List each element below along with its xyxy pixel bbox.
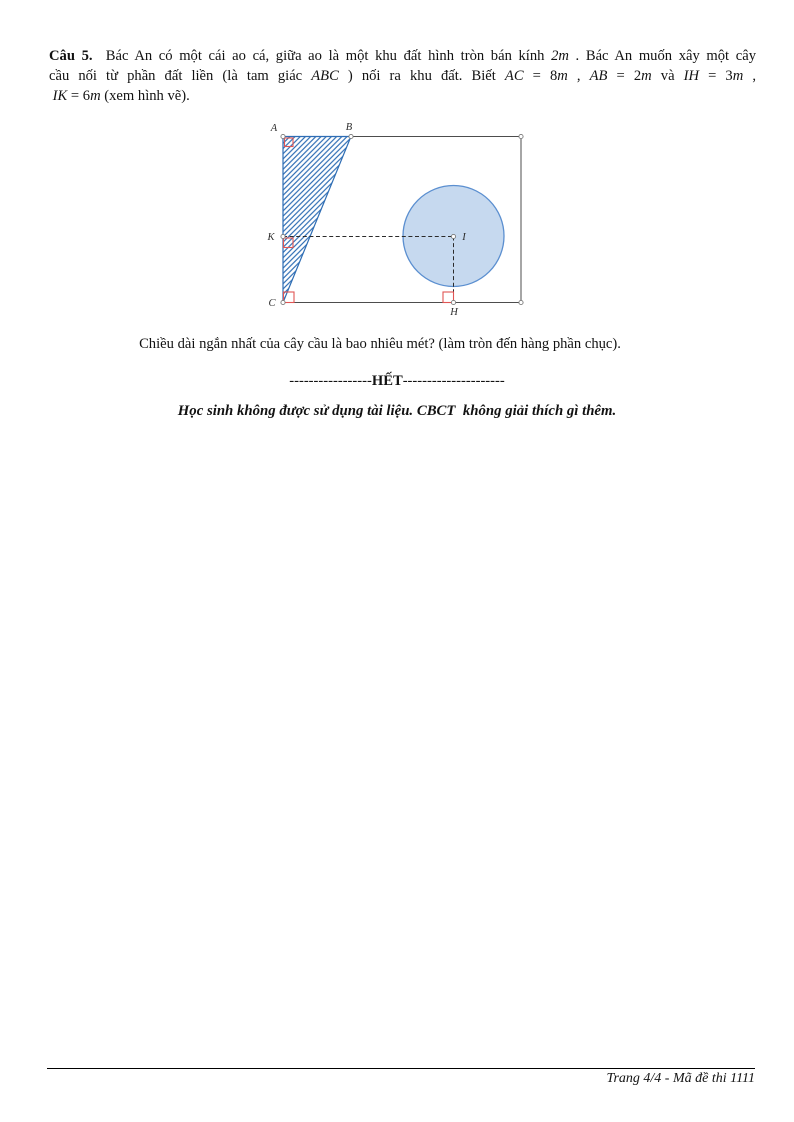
point-marker-c [281,300,285,304]
exam-rules-note: Học sinh không được sử dụng tài liệu. CBCT không giải thích gì thêm. [177,403,617,419]
point-marker-b [349,134,353,138]
geometry-figure [258,118,548,320]
triangle-abc [283,137,351,303]
end-divider [0,373,794,390]
divider-dashes-right: --------------------- [402,373,505,389]
vertex-label-a: A [270,123,278,134]
point-marker-top-right [519,134,523,138]
point-marker-bottom-right [519,300,523,304]
vertex-label-h: H [450,307,458,318]
footer-page-info: Trang 4/4 - Mã đề thi 1111 [606,1071,755,1086]
point-marker-k [281,234,285,238]
vertex-label-b: B [345,122,353,133]
question-paragraph [49,46,756,107]
het-label: HẾT [371,373,403,389]
bridge-question-line: Chiều dài ngắn nhất của cây cầu là bao nhiêu mét? (làm tròn đến hàng phần chục). [139,336,621,352]
point-marker-h [451,300,455,304]
vertex-label-c: C [268,298,276,309]
paragraph-line-2: cầu nối từ phần đất liền (là tam giác ABC ) nối ra khu đất. Biết AC = 8m , AB = 2m và IH = 3m , [49,68,756,85]
point-marker-i [451,234,455,238]
vertex-label-k: K [267,232,275,243]
vertex-label-i: I [462,232,466,243]
point-marker-a [281,134,285,138]
paragraph-line-3: IK = 6m (xem hình vẽ). [52,88,190,105]
page-footer [47,1068,755,1087]
divider-dashes-left: ----------------- [289,373,372,389]
paragraph-line-1: Câu 5. Bác An có một cái ao cá, giữa ao là một khu đất hình tròn bán kính 2m . Bác An muốn xây một cây [49,48,756,64]
